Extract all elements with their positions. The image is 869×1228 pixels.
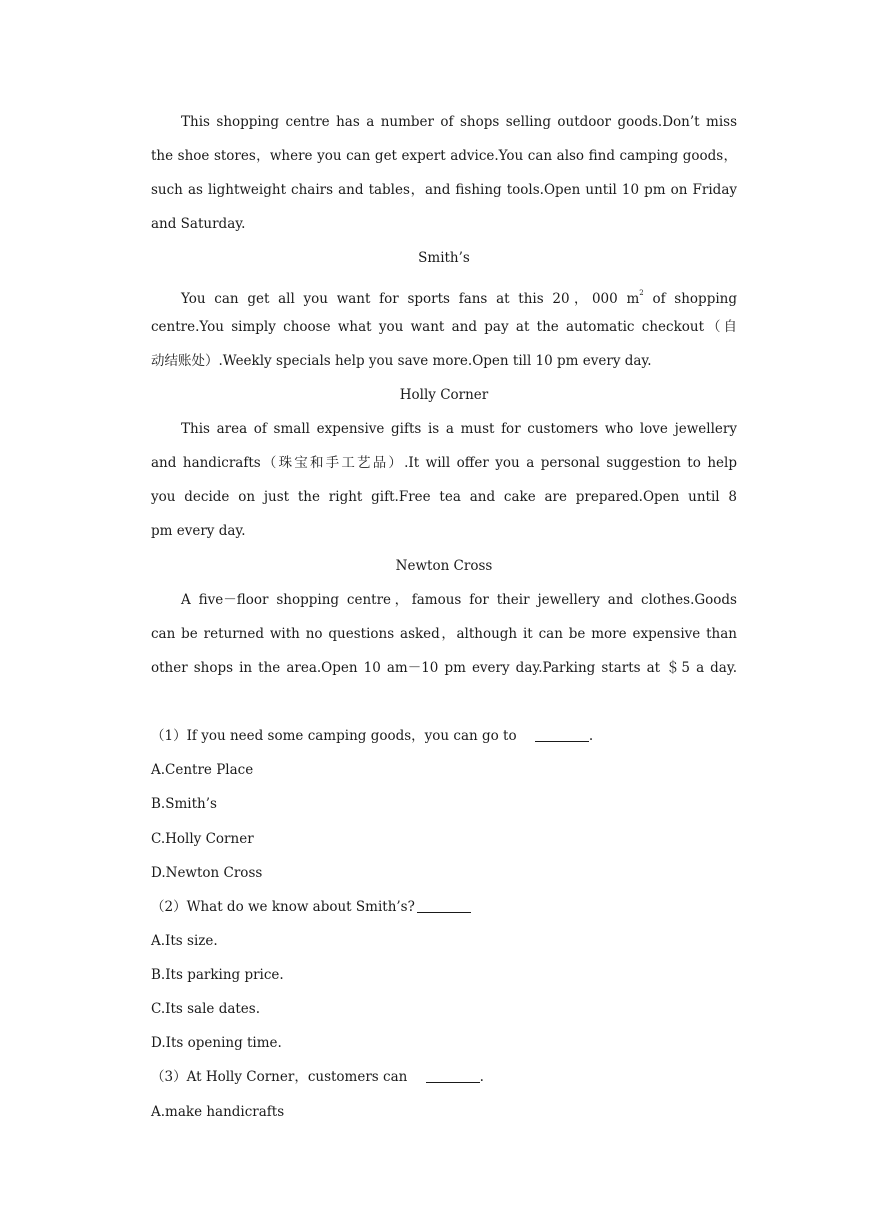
passage-line: centre.You simply choose what you want and pay at the automatic checkout（自 <box>151 319 737 335</box>
section-heading-smiths: Smith’s <box>418 250 470 266</box>
passage-line: This shopping centre has a number of shops selling outdoor goods.Don’t miss <box>181 114 737 130</box>
option-c: C.Holly Corner <box>151 831 254 847</box>
option-a: A.make handicrafts <box>151 1104 285 1120</box>
passage-line: pm every day. <box>151 523 246 539</box>
question-end: . <box>479 1069 484 1085</box>
option-a: A.Its size. <box>151 933 218 949</box>
question-text: （2）What do we know about Smith’s? <box>151 899 415 915</box>
section-heading-holly-corner: Holly Corner <box>399 387 489 403</box>
question-text: （1）If you need some camping goods，you can go to <box>151 728 521 744</box>
answer-blank[interactable] <box>535 727 589 742</box>
passage-line: A five－floor shopping centre，famous for their jewellery and clothes.Goods <box>181 592 737 608</box>
question-stem-3 <box>151 1066 737 1088</box>
option-d: D.Its opening time. <box>151 1035 282 1051</box>
superscript-2: 2 <box>639 289 644 297</box>
passage-line: can be returned with no questions asked，although it can be more expensive than <box>151 626 737 642</box>
passage-text: of shopping <box>643 291 737 307</box>
option-d: D.Newton Cross <box>151 865 263 881</box>
passage-text: You can get all you want for sports fans at this 20，000 m <box>181 291 640 307</box>
question-stem-2 <box>151 896 737 918</box>
question-end: . <box>588 728 594 744</box>
section-heading-newton-cross: Newton Cross <box>395 558 493 574</box>
passage-line: other shops in the area.Open 10 am－10 pm every day.Parking starts at ＄5 a day. <box>151 660 737 676</box>
passage-line: you decide on just the right gift.Free tea and cake are prepared.Open until 8 <box>151 489 737 505</box>
option-a: A.Centre Place <box>151 762 254 778</box>
option-b: B.Its parking price. <box>151 967 284 983</box>
passage-line: and handicrafts（珠宝和手工艺品）.It will offer you a personal suggestion to help <box>151 455 737 471</box>
passage-line: and Saturday. <box>151 216 246 232</box>
option-c: C.Its sale dates. <box>151 1001 261 1017</box>
passage-line: This area of small expensive gifts is a must for customers who love jewellery <box>181 421 737 437</box>
answer-blank[interactable] <box>426 1068 480 1083</box>
passage-line: the shoe stores，where you can get expert advice.You can also find camping goods， <box>151 148 737 164</box>
option-b: B.Smith’s <box>151 796 217 812</box>
question-stem-1 <box>151 725 737 747</box>
passage-line: such as lightweight chairs and tables，and fishing tools.Open until 10 pm on Friday <box>151 182 737 198</box>
question-text: （3）At Holly Corner，customers can <box>151 1069 412 1085</box>
passage-line: 动结账处）.Weekly specials help you save more.Open till 10 pm every day. <box>151 353 652 369</box>
passage-line <box>181 282 737 307</box>
answer-blank[interactable] <box>417 898 471 913</box>
